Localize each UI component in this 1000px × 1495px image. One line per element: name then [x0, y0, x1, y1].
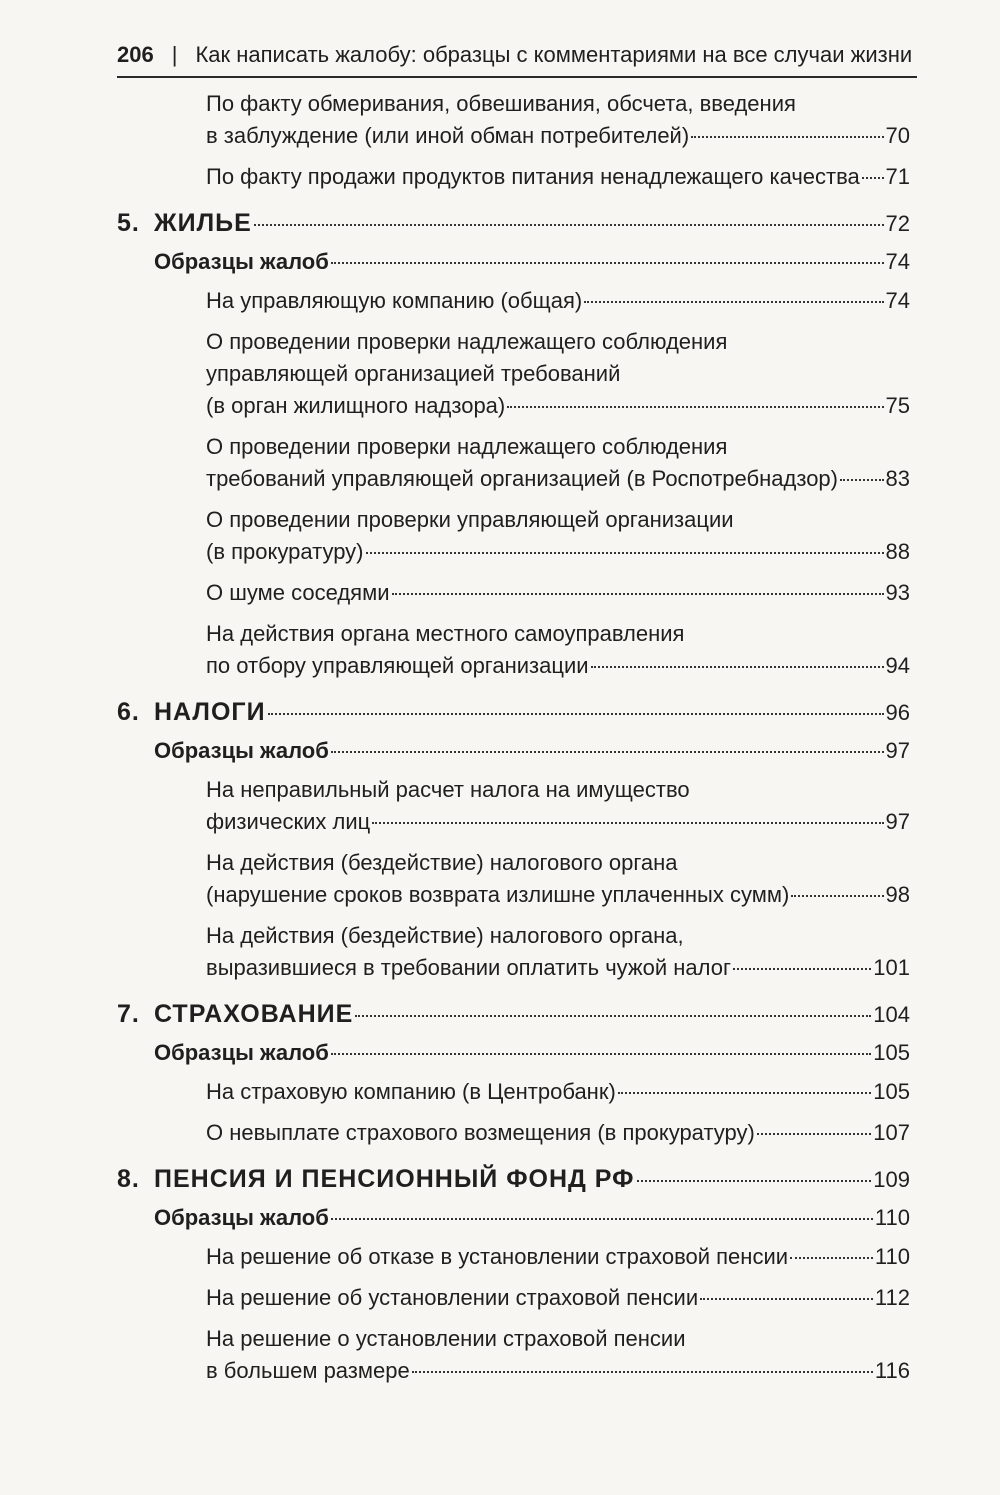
toc-page-number: 101 [873, 955, 910, 980]
toc-section [154, 735, 910, 767]
toc-entry-text: СТРАХОВАНИЕ [154, 1000, 354, 1028]
toc-entry-text: в заблуждение (или иной обман потребителей) [206, 123, 690, 148]
toc-section [154, 1202, 910, 1234]
dot-leader [366, 552, 884, 554]
toc-entry-text: ЖИЛЬЕ [154, 209, 252, 237]
dot-leader [392, 593, 884, 595]
toc-item [206, 847, 910, 911]
toc-page-number: 97 [885, 738, 910, 763]
toc-entry-last-line [206, 879, 910, 911]
toc-page-number: 109 [873, 1167, 910, 1192]
toc-entry-line [206, 618, 910, 650]
toc-item [206, 431, 910, 495]
toc-entry-last-line [206, 1241, 910, 1273]
toc-entry-last-line [206, 577, 910, 609]
dot-leader [862, 177, 884, 179]
dot-leader [355, 1015, 871, 1017]
toc-entry-text: (в прокуратуру) [206, 539, 364, 564]
toc-entry-last-line [154, 735, 910, 767]
toc-entry-last-line [206, 120, 910, 152]
toc-entry-text: Образцы жалоб [154, 738, 329, 763]
toc-entry-line [206, 920, 910, 952]
header-separator: | [171, 42, 178, 67]
dot-leader [331, 262, 884, 264]
toc-entry-text: НАЛОГИ [154, 698, 266, 726]
toc-item [206, 920, 910, 984]
toc-item [206, 1323, 910, 1387]
toc-entry-last-line [206, 463, 910, 495]
toc-entry-text: На решение об отказе в установлении страховой пенсии [206, 1244, 789, 1269]
toc-entry-text: О проведении проверки надлежащего соблюдения [206, 434, 728, 459]
toc-page-number: 93 [885, 580, 910, 605]
toc-entry-text: По факту обмеривания, обвешивания, обсчета, введения [206, 91, 796, 116]
toc-chapter [117, 998, 910, 1031]
toc-entry-text: О невыплате страхового возмещения (в прокуратуру) [206, 1120, 755, 1145]
dot-leader [733, 968, 871, 970]
toc-entry-text: На решение об установлении страховой пенсии [206, 1285, 699, 1310]
toc-page-number: 72 [885, 211, 910, 236]
dot-leader [791, 895, 883, 897]
dot-leader [412, 1371, 873, 1373]
dot-leader [700, 1298, 873, 1300]
toc-page-number: 71 [885, 164, 910, 189]
toc-entry-text: управляющей организацией требований [206, 361, 621, 386]
toc-page-number: 104 [873, 1002, 910, 1027]
chapter-number: 6. [117, 698, 140, 726]
toc-entry-last-line [117, 1163, 910, 1196]
toc-entry-last-line [117, 207, 910, 240]
toc-entry-text: На решение о установлении страховой пенсии [206, 1326, 686, 1351]
toc-entry-last-line [206, 1282, 910, 1314]
toc-page-number: 96 [885, 700, 910, 725]
toc-entry-text: На действия (бездействие) налогового органа, [206, 923, 684, 948]
toc-entry-text: Образцы жалоб [154, 1040, 329, 1065]
toc-page-number: 74 [885, 249, 910, 274]
page-number: 206 [117, 42, 154, 67]
toc-page-number: 110 [874, 1244, 910, 1269]
toc-page-number: 112 [874, 1285, 910, 1310]
toc-chapter [117, 1163, 910, 1196]
dot-leader [790, 1257, 873, 1259]
chapter-number: 8. [117, 1165, 140, 1193]
dot-leader [637, 1180, 872, 1182]
chapter-number: 7. [117, 1000, 140, 1028]
table-of-contents [0, 88, 1000, 1396]
toc-entry-last-line [206, 161, 910, 193]
toc-entry-text: На управляющую компанию (общая) [206, 288, 583, 313]
toc-entry-line [206, 431, 910, 463]
toc-entry-text: по отбору управляющей организации [206, 653, 589, 678]
dot-leader [268, 713, 884, 715]
toc-item [206, 504, 910, 568]
toc-section [154, 246, 910, 278]
toc-entry-line [206, 326, 910, 358]
toc-entry-text: (в орган жилищного надзора) [206, 393, 506, 418]
toc-entry-line [206, 774, 910, 806]
header-rule [117, 76, 917, 78]
dot-leader [331, 1218, 873, 1220]
toc-entry-last-line [117, 998, 910, 1031]
toc-entry-text: выразившиеся в требовании оплатить чужой налог [206, 955, 731, 980]
toc-entry-line [206, 358, 910, 390]
toc-entry-last-line [206, 1355, 910, 1387]
toc-entry-last-line [117, 696, 910, 729]
dot-leader [840, 479, 884, 481]
toc-page-number: 75 [885, 393, 910, 418]
toc-item [206, 161, 910, 193]
toc-entry-last-line [206, 952, 910, 984]
toc-entry-text: О шуме соседями [206, 580, 390, 605]
toc-entry-last-line [206, 390, 910, 422]
dot-leader [331, 1053, 871, 1055]
toc-entry-text: На страховую компанию (в Центробанк) [206, 1079, 616, 1104]
dot-leader [591, 666, 884, 668]
toc-page-number: 105 [873, 1079, 910, 1104]
chapter-number: 5. [117, 209, 140, 237]
toc-page-number: 107 [873, 1120, 910, 1145]
toc-entry-text: ПЕНСИЯ И ПЕНСИОННЫЙ ФОНД РФ [154, 1165, 635, 1193]
toc-page-number: 98 [885, 882, 910, 907]
dot-leader [331, 751, 884, 753]
toc-entry-text: На действия (бездействие) налогового органа [206, 850, 678, 875]
toc-entry-text: О проведении проверки управляющей организации [206, 507, 734, 532]
running-header [117, 40, 917, 70]
toc-item [206, 1241, 910, 1273]
toc-page-number: 88 [885, 539, 910, 564]
toc-page-number: 94 [885, 653, 910, 678]
toc-entry-text: физических лиц [206, 809, 371, 834]
toc-entry-last-line [154, 1037, 910, 1069]
dot-leader [372, 822, 883, 824]
toc-item [206, 1282, 910, 1314]
toc-entry-last-line [154, 246, 910, 278]
toc-page-number: 74 [885, 288, 910, 313]
dot-leader [254, 224, 884, 226]
toc-item [206, 326, 910, 422]
toc-entry-text: Образцы жалоб [154, 1205, 329, 1230]
toc-entry-text: Образцы жалоб [154, 249, 329, 274]
toc-entry-line [206, 88, 910, 120]
toc-page-number: 116 [874, 1358, 910, 1383]
toc-section [154, 1037, 910, 1069]
toc-entry-line [206, 847, 910, 879]
toc-entry-line [206, 504, 910, 536]
dot-leader [757, 1133, 871, 1135]
toc-item [206, 88, 910, 152]
book-title: Как написать жалобу: образцы с комментариями на все случаи жизни [195, 42, 913, 67]
toc-entry-text: По факту продажи продуктов питания ненадлежащего качества [206, 164, 860, 189]
toc-entry-last-line [206, 1076, 910, 1108]
toc-chapter [117, 207, 910, 240]
toc-item [206, 1117, 910, 1149]
toc-entry-last-line [206, 285, 910, 317]
toc-entry-last-line [154, 1202, 910, 1234]
toc-item [206, 577, 910, 609]
toc-entry-last-line [206, 1117, 910, 1149]
toc-page-number: 83 [885, 466, 910, 491]
toc-entry-text: (нарушение сроков возврата излишне уплаченных сумм) [206, 882, 790, 907]
toc-page-number: 97 [885, 809, 910, 834]
toc-entry-text: На действия органа местного самоуправления [206, 621, 685, 646]
toc-entry-text: О проведении проверки надлежащего соблюдения [206, 329, 728, 354]
toc-entry-last-line [206, 536, 910, 568]
dot-leader [691, 136, 883, 138]
toc-entry-line [206, 1323, 910, 1355]
toc-chapter [117, 696, 910, 729]
toc-item [206, 774, 910, 838]
dot-leader [618, 1092, 871, 1094]
toc-entry-text: На неправильный расчет налога на имущество [206, 777, 690, 802]
toc-entry-last-line [206, 650, 910, 682]
toc-page-number: 70 [885, 123, 910, 148]
dot-leader [507, 406, 883, 408]
toc-page-number: 105 [873, 1040, 910, 1065]
toc-item [206, 1076, 910, 1108]
toc-page-number: 110 [874, 1205, 910, 1230]
toc-entry-text: в большем размере [206, 1358, 410, 1383]
toc-item [206, 618, 910, 682]
toc-item [206, 285, 910, 317]
dot-leader [584, 301, 883, 303]
toc-entry-last-line [206, 806, 910, 838]
toc-entry-text: требований управляющей организацией (в Роспотребнадзор) [206, 466, 838, 491]
